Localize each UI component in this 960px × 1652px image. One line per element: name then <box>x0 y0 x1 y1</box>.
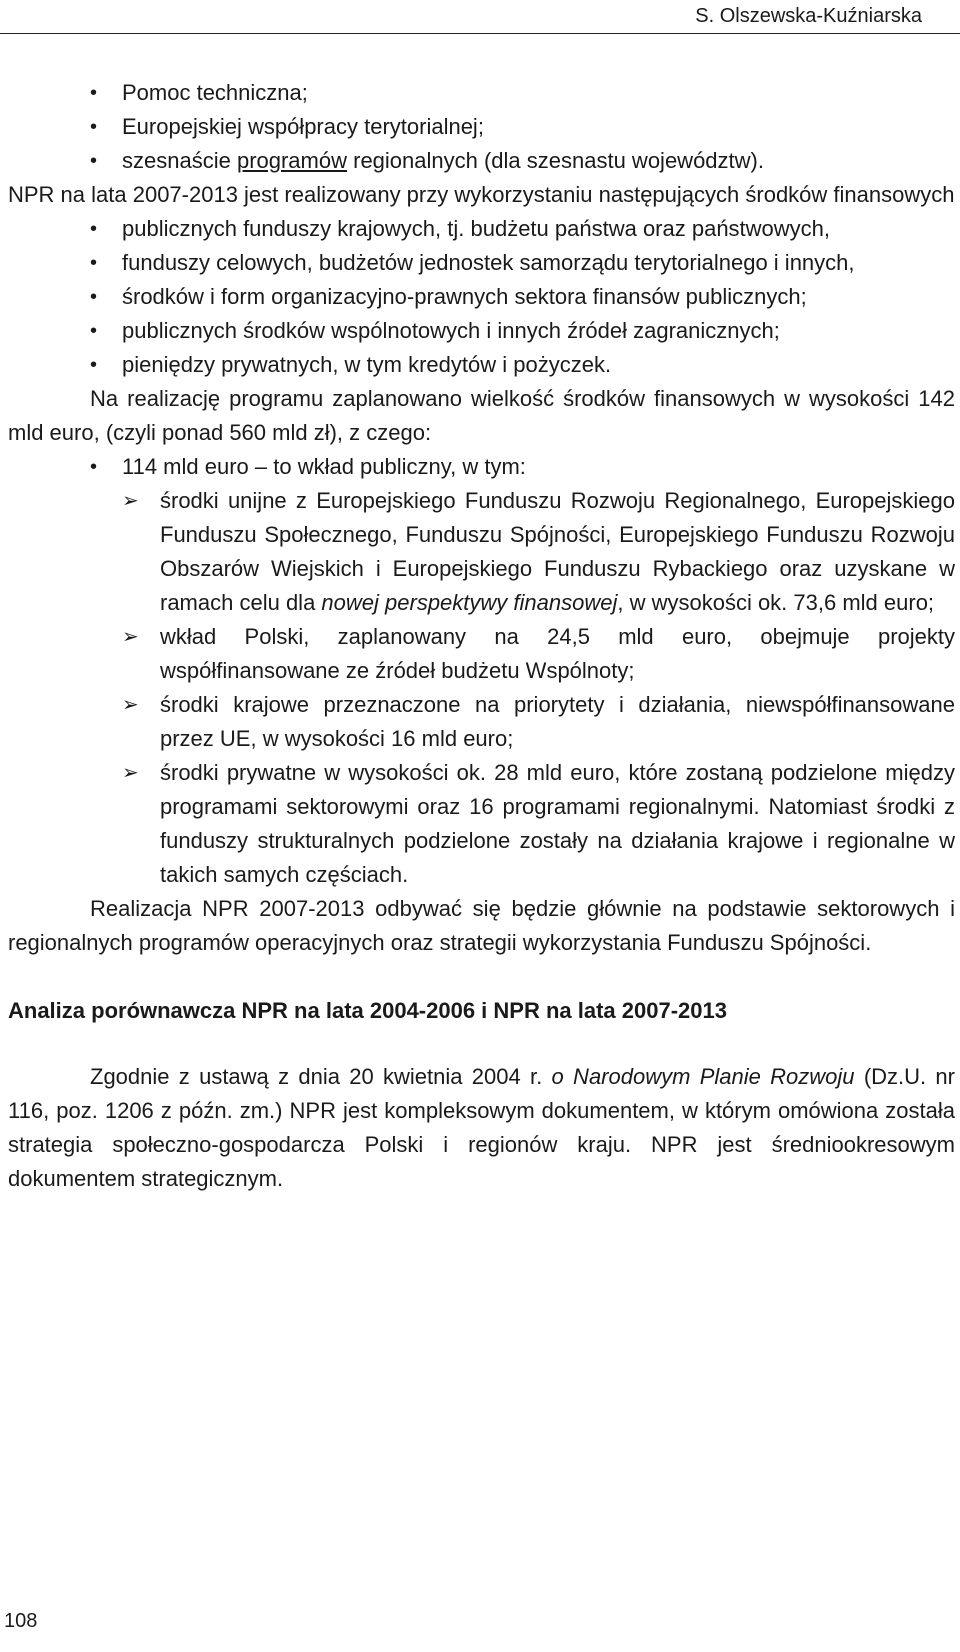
sub-list-item <box>122 620 955 688</box>
sub-list-item <box>122 756 955 892</box>
allocation-list <box>8 450 955 892</box>
underlined-word: programów <box>236 148 347 173</box>
list-item-text: regionalnych (dla szesnastu województw). <box>347 148 764 173</box>
list-item: • pieniędzy prywatnych, w tym kredytów i pożyczek. <box>122 348 955 382</box>
sub-list-item <box>122 484 955 620</box>
page-header <box>0 0 960 34</box>
page-content <box>8 76 955 1196</box>
italic-title: o Narodowym Planie Rozwoju <box>551 1064 855 1089</box>
arrow-bullet-icon: ➢ <box>122 694 139 716</box>
header-rule <box>0 33 960 34</box>
paragraph: NPR na lata 2007-2013 jest realizowany przy wykorzystaniu następujących środków finansowych <box>8 182 955 207</box>
arrow-bullet-icon: ➢ <box>122 626 139 648</box>
paragraph: Realizacja NPR 2007-2013 odbywać się będzie głównie na podstawie sektorowych i regionalnych programów operacyjnych oraz strategii wykorzystania Funduszu Spójności. <box>8 896 955 955</box>
paragraph: Na realizację programu zaplanowano wielkość środków finansowych w wysokości 142 mld euro, (czyli ponad 560 mld zł), z czego: <box>8 386 955 445</box>
arrow-bullet-icon: ➢ <box>122 490 139 512</box>
list-item <box>122 450 955 892</box>
list-item-text: szesnaście <box>122 148 237 173</box>
sub-list-item-text: środki krajowe przeznaczone na priorytety i działania, niewspółfinansowane przez UE, w wysokości 16 mld euro; <box>160 692 955 751</box>
list-item: • publicznych funduszy krajowych, tj. budżetu państwa oraz państwowych, <box>122 212 955 246</box>
list-item: • publicznych środków wspólnotowych i innych źródeł zagranicznych; <box>122 314 955 348</box>
sub-list <box>122 484 955 892</box>
paragraph <box>8 1060 955 1196</box>
list-item <box>122 144 955 178</box>
priority-list <box>8 76 955 178</box>
sub-list-item-text: środki prywatne w wysokości ok. 28 mld euro, które zostaną podzielone między programami sektorowymi oraz 16 programami regionalnymi. Natomiast środki z funduszy strukturalnych podzielone zostały na działania krajowe i regionalne w takich samych częściach. <box>160 760 955 887</box>
list-item: • Pomoc techniczna; <box>122 76 955 110</box>
italic-term: nowej perspektywy finansowej <box>321 590 618 615</box>
sub-list-item-text: środki unijne z Europejskiego Funduszu Rozwoju Regionalnego, Europejskiego Funduszu Społecznego, Funduszu Spójności, Europejskiego Funduszu Rozwoju Obszarów Wiejskich i Europejskiego Funduszu Rybackiego oraz uzyskane w ramach celu dla <box>160 488 955 615</box>
section-heading: Analiza porównawcza NPR na lata 2004-2006 i NPR na lata 2007-2013 <box>8 998 727 1023</box>
funding-sources-list <box>8 212 955 382</box>
sub-list-item-text: , w wysokości ok. 73,6 mld euro; <box>617 590 935 615</box>
paragraph-text: Zgodnie z ustawą z dnia 20 kwietnia 2004 r. <box>90 1064 552 1089</box>
list-item: • środków i form organizacyjno-prawnych sektora finansów publicznych; <box>122 280 955 314</box>
paragraph-text: (Dz.U. nr 116, poz. 1206 z późn. zm.) NPR jest kompleksowym dokumentem, w którym omówiona została strategia społeczno-gospodarcza Polski i regionów kraju. NPR jest średniookresowym dokumentem strategicznym. <box>8 1064 955 1191</box>
arrow-bullet-icon: ➢ <box>122 762 139 784</box>
list-item: • Europejskiej współpracy terytorialnej; <box>122 110 955 144</box>
running-head: S. Olszewska-Kuźniarska <box>695 5 922 27</box>
page-number: 108 <box>4 1610 38 1632</box>
sub-list-item-text: wkład Polski, zaplanowany na 24,5 mld euro, obejmuje projekty współfinansowane ze źródeł budżetu Wspólnoty; <box>160 624 955 683</box>
list-item: • funduszy celowych, budżetów jednostek samorządu terytorialnego i innych, <box>122 246 955 280</box>
sub-list-item <box>122 688 955 756</box>
list-item-text: 114 mld euro – to wkład publiczny, w tym: <box>122 454 526 479</box>
